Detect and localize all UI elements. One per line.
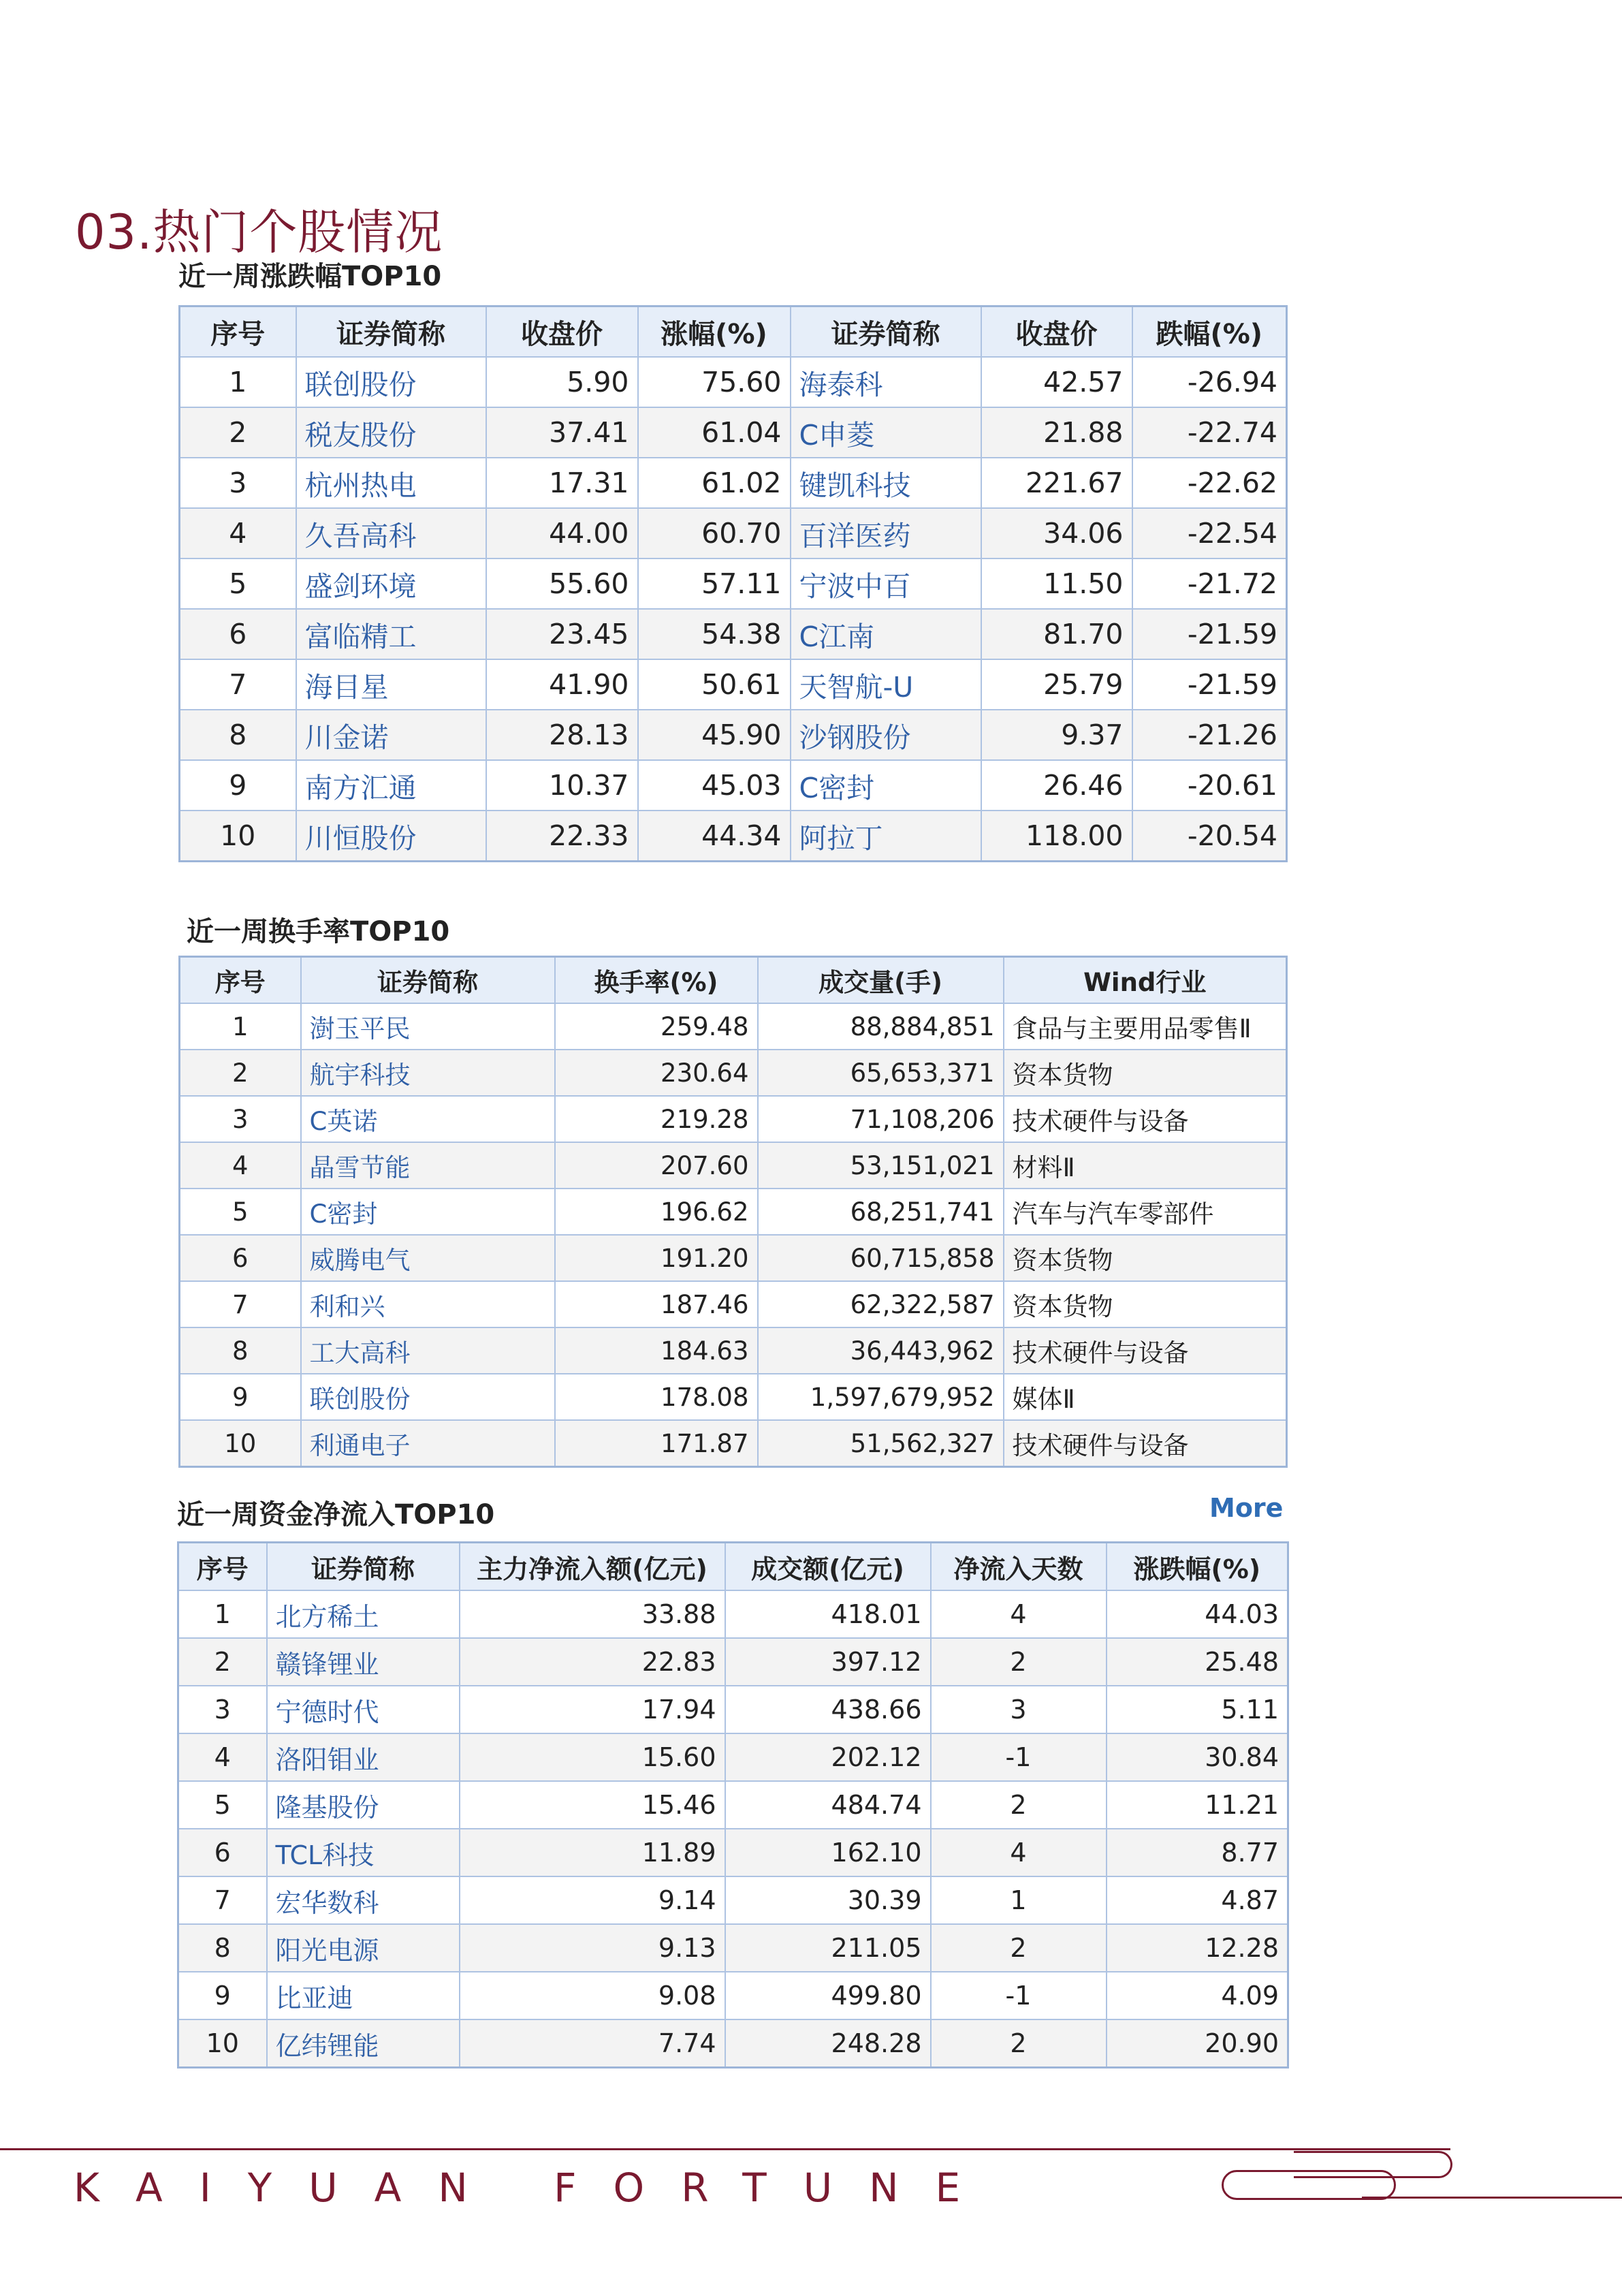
table-cell: 44.03	[1107, 1590, 1288, 1638]
table-cell: 2	[931, 1638, 1107, 1686]
col-header: 净流入天数	[931, 1543, 1107, 1591]
table-cell: 2	[931, 2019, 1107, 2068]
more-link[interactable]: More	[1209, 1493, 1284, 1523]
stock-name-link[interactable]: C英诺	[301, 1096, 555, 1142]
table-cell: 60.70	[638, 508, 791, 559]
table-row	[180, 1003, 1287, 1050]
stock-name-link[interactable]: 杭州热电	[296, 458, 486, 508]
table-row	[178, 1924, 1288, 1972]
table-cell: 7	[180, 1281, 301, 1327]
table-cell: 7.74	[460, 2019, 725, 2068]
section-title-net-inflow: 近一周资金净流入TOP10	[177, 1499, 495, 1530]
table-cell: -22.54	[1132, 508, 1287, 559]
table-cell: 资本货物	[1004, 1050, 1287, 1096]
col-header: 涨幅(%)	[638, 306, 791, 358]
col-header: 收盘价	[486, 306, 638, 358]
table-cell: 3	[931, 1686, 1107, 1733]
table-cell: 4	[178, 1733, 267, 1781]
stock-name-link[interactable]: TCL科技	[267, 1829, 460, 1876]
table-cell: 484.74	[725, 1781, 931, 1829]
table-cell: 2	[931, 1781, 1107, 1829]
table-cell: 81.70	[981, 609, 1132, 659]
table-cell: 44.34	[638, 811, 791, 862]
stock-name-link[interactable]: 天智航-U	[791, 659, 981, 710]
table-cell: 88,884,851	[758, 1003, 1004, 1050]
col-header: 证券简称	[791, 306, 981, 358]
col-header: 跌幅(%)	[1132, 306, 1287, 358]
table-row	[178, 1686, 1288, 1733]
table-row	[180, 1050, 1287, 1096]
table-row	[178, 1733, 1288, 1781]
table-cell: 1	[180, 357, 296, 407]
table-cell: 25.48	[1107, 1638, 1288, 1686]
table-row	[180, 1327, 1287, 1374]
table-cell: -21.72	[1132, 559, 1287, 609]
table-cell: 11.50	[981, 559, 1132, 609]
table-cell: 9.13	[460, 1924, 725, 1972]
table-cell: -20.54	[1132, 811, 1287, 862]
col-header: 成交额(亿元)	[725, 1543, 931, 1591]
table-cell: 207.60	[555, 1142, 758, 1189]
col-header: 成交量(手)	[758, 957, 1004, 1004]
stock-name-link[interactable]: 税友股份	[296, 407, 486, 458]
stock-name-link[interactable]: 澍玉平民	[301, 1003, 555, 1050]
table-cell: -1	[931, 1733, 1107, 1781]
table-cell: 10	[178, 2019, 267, 2068]
table-cell: 397.12	[725, 1638, 931, 1686]
table-row	[178, 1781, 1288, 1829]
table-cell: 57.11	[638, 559, 791, 609]
col-header: 证券简称	[267, 1543, 460, 1591]
table-cell: 4.09	[1107, 1972, 1288, 2019]
table-cell: 45.90	[638, 710, 791, 760]
table-cell: 9	[180, 1374, 301, 1420]
table-cell: 184.63	[555, 1327, 758, 1374]
table-cell: 21.88	[981, 407, 1132, 458]
table-cell: 4	[931, 1829, 1107, 1876]
table-cell: 5	[178, 1781, 267, 1829]
table-cell: 26.46	[981, 760, 1132, 811]
table-cell: 10	[180, 1420, 301, 1467]
stock-name-link[interactable]: 富临精工	[296, 609, 486, 659]
table-cell: 10	[180, 811, 296, 862]
col-header: 证券简称	[301, 957, 555, 1004]
table-cell: 202.12	[725, 1733, 931, 1781]
table-cell: 8	[180, 710, 296, 760]
table-row	[180, 1235, 1287, 1281]
stock-name-link[interactable]: 威腾电气	[301, 1235, 555, 1281]
table-cell: 248.28	[725, 2019, 931, 2068]
table-cell: 62,322,587	[758, 1281, 1004, 1327]
table-cell: 259.48	[555, 1003, 758, 1050]
table-cell: 36,443,962	[758, 1327, 1004, 1374]
col-header: Wind行业	[1004, 957, 1287, 1004]
stock-name-link[interactable]: 阳光电源	[267, 1924, 460, 1972]
stock-name-link[interactable]: 航宇科技	[301, 1050, 555, 1096]
stock-name-link[interactable]: 宁波中百	[791, 559, 981, 609]
table-cell: 20.90	[1107, 2019, 1288, 2068]
stock-name-link[interactable]: C江南	[791, 609, 981, 659]
table-cell: -21.26	[1132, 710, 1287, 760]
table-cell: 8.77	[1107, 1829, 1288, 1876]
stock-name-link[interactable]: 盛剑环境	[296, 559, 486, 609]
stock-name-link[interactable]: 洛阳钼业	[267, 1733, 460, 1781]
table-cell: -26.94	[1132, 357, 1287, 407]
table-row	[178, 1590, 1288, 1638]
table-cell: -20.61	[1132, 760, 1287, 811]
stock-name-link[interactable]: 工大高科	[301, 1327, 555, 1374]
stock-name-link[interactable]: 百洋医药	[791, 508, 981, 559]
table-cell: 71,108,206	[758, 1096, 1004, 1142]
table-cell: 5.90	[486, 357, 638, 407]
table-cell: 1	[931, 1876, 1107, 1924]
table-cell: 3	[178, 1686, 267, 1733]
table-cell: 5	[180, 1189, 301, 1235]
table-cell: 6	[180, 609, 296, 659]
col-header: 涨跌幅(%)	[1107, 1543, 1288, 1591]
section-title-price-change: 近一周涨跌幅TOP10	[178, 261, 442, 292]
table-cell: 2	[178, 1638, 267, 1686]
stock-name-link[interactable]: 川恒股份	[296, 811, 486, 862]
footer-brand: KAIYUAN FORTUNE	[74, 2165, 998, 2211]
table-row	[178, 2019, 1288, 2068]
table-cell: 196.62	[555, 1189, 758, 1235]
table-cell: 23.45	[486, 609, 638, 659]
table-cell: 媒体Ⅱ	[1004, 1374, 1287, 1420]
stock-name-link[interactable]: 阿拉丁	[791, 811, 981, 862]
table-row	[180, 1420, 1287, 1467]
table-row	[180, 407, 1287, 458]
table-cell: 6	[178, 1829, 267, 1876]
table-cell: -22.62	[1132, 458, 1287, 508]
table-row	[178, 1829, 1288, 1876]
footer-decoration-pill	[1222, 2170, 1396, 2200]
table-cell: 187.46	[555, 1281, 758, 1327]
table-header-row	[178, 1543, 1288, 1591]
stock-name-link[interactable]: 联创股份	[301, 1374, 555, 1420]
table-cell: 61.02	[638, 458, 791, 508]
stock-name-link[interactable]: 南方汇通	[296, 760, 486, 811]
stock-name-link[interactable]: C申菱	[791, 407, 981, 458]
table-cell: 191.20	[555, 1235, 758, 1281]
table-cell: 211.05	[725, 1924, 931, 1972]
table-cell: 4	[931, 1590, 1107, 1638]
stock-name-link[interactable]: 北方稀土	[267, 1590, 460, 1638]
table-cell: 51,562,327	[758, 1420, 1004, 1467]
table-row	[180, 1142, 1287, 1189]
table-cell: 8	[180, 1327, 301, 1374]
table-row	[180, 458, 1287, 508]
table-row	[180, 559, 1287, 609]
table-row	[180, 609, 1287, 659]
table-cell: 汽车与汽车零部件	[1004, 1189, 1287, 1235]
table-cell: 15.46	[460, 1781, 725, 1829]
col-header: 收盘价	[981, 306, 1132, 358]
table-cell: 7	[178, 1876, 267, 1924]
table-row	[180, 1189, 1287, 1235]
table-cell: 4.87	[1107, 1876, 1288, 1924]
table-cell: 3	[180, 458, 296, 508]
col-header: 换手率(%)	[555, 957, 758, 1004]
table-cell: 15.60	[460, 1733, 725, 1781]
table-cell: 2	[180, 407, 296, 458]
table-cell: 28.13	[486, 710, 638, 760]
table-cell: 技术硬件与设备	[1004, 1096, 1287, 1142]
table-cell: 61.04	[638, 407, 791, 458]
table-cell: 55.60	[486, 559, 638, 609]
table-cell: -21.59	[1132, 609, 1287, 659]
table-row	[180, 1281, 1287, 1327]
stock-name-link[interactable]: 海目星	[296, 659, 486, 710]
price-change-table	[178, 305, 1288, 862]
turnover-table	[178, 956, 1288, 1468]
table-cell: 230.64	[555, 1050, 758, 1096]
stock-name-link[interactable]: 比亚迪	[267, 1972, 460, 2019]
table-cell: 45.03	[638, 760, 791, 811]
table-cell: 10.37	[486, 760, 638, 811]
table-row	[180, 710, 1287, 760]
col-header: 主力净流入额(亿元)	[460, 1543, 725, 1591]
table-cell: 材料Ⅱ	[1004, 1142, 1287, 1189]
table-row	[180, 508, 1287, 559]
stock-name-link[interactable]: 利和兴	[301, 1281, 555, 1327]
table-cell: 22.33	[486, 811, 638, 862]
table-cell: 68,251,741	[758, 1189, 1004, 1235]
table-cell: 资本货物	[1004, 1281, 1287, 1327]
table-cell: 9	[178, 1972, 267, 2019]
col-header: 序号	[180, 306, 296, 358]
table-cell: 17.31	[486, 458, 638, 508]
table-cell: 50.61	[638, 659, 791, 710]
stock-name-link[interactable]: 亿纬锂能	[267, 2019, 460, 2068]
table-cell: 4	[180, 508, 296, 559]
stock-name-link[interactable]: C密封	[791, 760, 981, 811]
table-header-row	[180, 306, 1287, 358]
page-title: 03.热门个股情况	[75, 204, 443, 260]
table-cell: 438.66	[725, 1686, 931, 1733]
table-cell: 65,653,371	[758, 1050, 1004, 1096]
table-cell: 44.00	[486, 508, 638, 559]
table-cell: 技术硬件与设备	[1004, 1327, 1287, 1374]
table-cell: 9.08	[460, 1972, 725, 2019]
table-row	[178, 1972, 1288, 2019]
table-cell: -22.74	[1132, 407, 1287, 458]
table-cell: 118.00	[981, 811, 1132, 862]
table-cell: 9.37	[981, 710, 1132, 760]
table-cell: 5	[180, 559, 296, 609]
table-cell: 171.87	[555, 1420, 758, 1467]
table-cell: 34.06	[981, 508, 1132, 559]
table-cell: 30.39	[725, 1876, 931, 1924]
table-cell: 22.83	[460, 1638, 725, 1686]
table-cell: 33.88	[460, 1590, 725, 1638]
stock-name-link[interactable]: 沙钢股份	[791, 710, 981, 760]
table-cell: 53,151,021	[758, 1142, 1004, 1189]
table-cell: 3	[180, 1096, 301, 1142]
table-cell: 6	[180, 1235, 301, 1281]
stock-name-link[interactable]: 海泰科	[791, 357, 981, 407]
table-cell: 4	[180, 1142, 301, 1189]
table-cell: -1	[931, 1972, 1107, 2019]
col-header: 序号	[178, 1543, 267, 1591]
table-cell: 12.28	[1107, 1924, 1288, 1972]
table-cell: 1	[178, 1590, 267, 1638]
footer-divider-right	[1362, 2197, 1622, 2199]
stock-name-link[interactable]: 键凯科技	[791, 458, 981, 508]
stock-name-link[interactable]: 久吾高科	[296, 508, 486, 559]
table-cell: 2	[180, 1050, 301, 1096]
stock-name-link[interactable]: 宁德时代	[267, 1686, 460, 1733]
table-row	[180, 659, 1287, 710]
table-row	[178, 1876, 1288, 1924]
table-cell: 37.41	[486, 407, 638, 458]
table-row	[178, 1638, 1288, 1686]
table-cell: 食品与主要用品零售Ⅱ	[1004, 1003, 1287, 1050]
table-row	[180, 1096, 1287, 1142]
stock-name-link[interactable]: C密封	[301, 1189, 555, 1235]
table-header-row	[180, 957, 1287, 1004]
table-cell: 418.01	[725, 1590, 931, 1638]
col-header: 序号	[180, 957, 301, 1004]
table-cell: 60,715,858	[758, 1235, 1004, 1281]
stock-name-link[interactable]: 利通电子	[301, 1420, 555, 1467]
stock-name-link[interactable]: 联创股份	[296, 357, 486, 407]
table-cell: 5.11	[1107, 1686, 1288, 1733]
stock-name-link[interactable]: 赣锋锂业	[267, 1638, 460, 1686]
table-cell: 219.28	[555, 1096, 758, 1142]
table-cell: 221.67	[981, 458, 1132, 508]
table-cell: 41.90	[486, 659, 638, 710]
table-cell: 30.84	[1107, 1733, 1288, 1781]
table-cell: 178.08	[555, 1374, 758, 1420]
table-cell: 17.94	[460, 1686, 725, 1733]
table-row	[180, 811, 1287, 862]
table-cell: 技术硬件与设备	[1004, 1420, 1287, 1467]
col-header: 证券简称	[296, 306, 486, 358]
table-cell: 162.10	[725, 1829, 931, 1876]
net-inflow-table	[177, 1541, 1289, 2069]
section-title-turnover: 近一周换手率TOP10	[187, 916, 450, 947]
table-cell: 11.89	[460, 1829, 725, 1876]
stock-name-link[interactable]: 隆基股份	[267, 1781, 460, 1829]
table-cell: 11.21	[1107, 1781, 1288, 1829]
table-row	[180, 1374, 1287, 1420]
table-cell: 1	[180, 1003, 301, 1050]
stock-name-link[interactable]: 川金诺	[296, 710, 486, 760]
table-cell: 1,597,679,952	[758, 1374, 1004, 1420]
table-cell: -21.59	[1132, 659, 1287, 710]
table-cell: 25.79	[981, 659, 1132, 710]
table-cell: 42.57	[981, 357, 1132, 407]
footer-divider	[0, 2148, 1450, 2150]
table-cell: 54.38	[638, 609, 791, 659]
table-cell: 2	[931, 1924, 1107, 1972]
table-cell: 9	[180, 760, 296, 811]
table-cell: 75.60	[638, 357, 791, 407]
table-cell: 499.80	[725, 1972, 931, 2019]
table-cell: 资本货物	[1004, 1235, 1287, 1281]
table-cell: 9.14	[460, 1876, 725, 1924]
table-row	[180, 760, 1287, 811]
table-cell: 7	[180, 659, 296, 710]
stock-name-link[interactable]: 晶雪节能	[301, 1142, 555, 1189]
table-row	[180, 357, 1287, 407]
stock-name-link[interactable]: 宏华数科	[267, 1876, 460, 1924]
table-cell: 8	[178, 1924, 267, 1972]
